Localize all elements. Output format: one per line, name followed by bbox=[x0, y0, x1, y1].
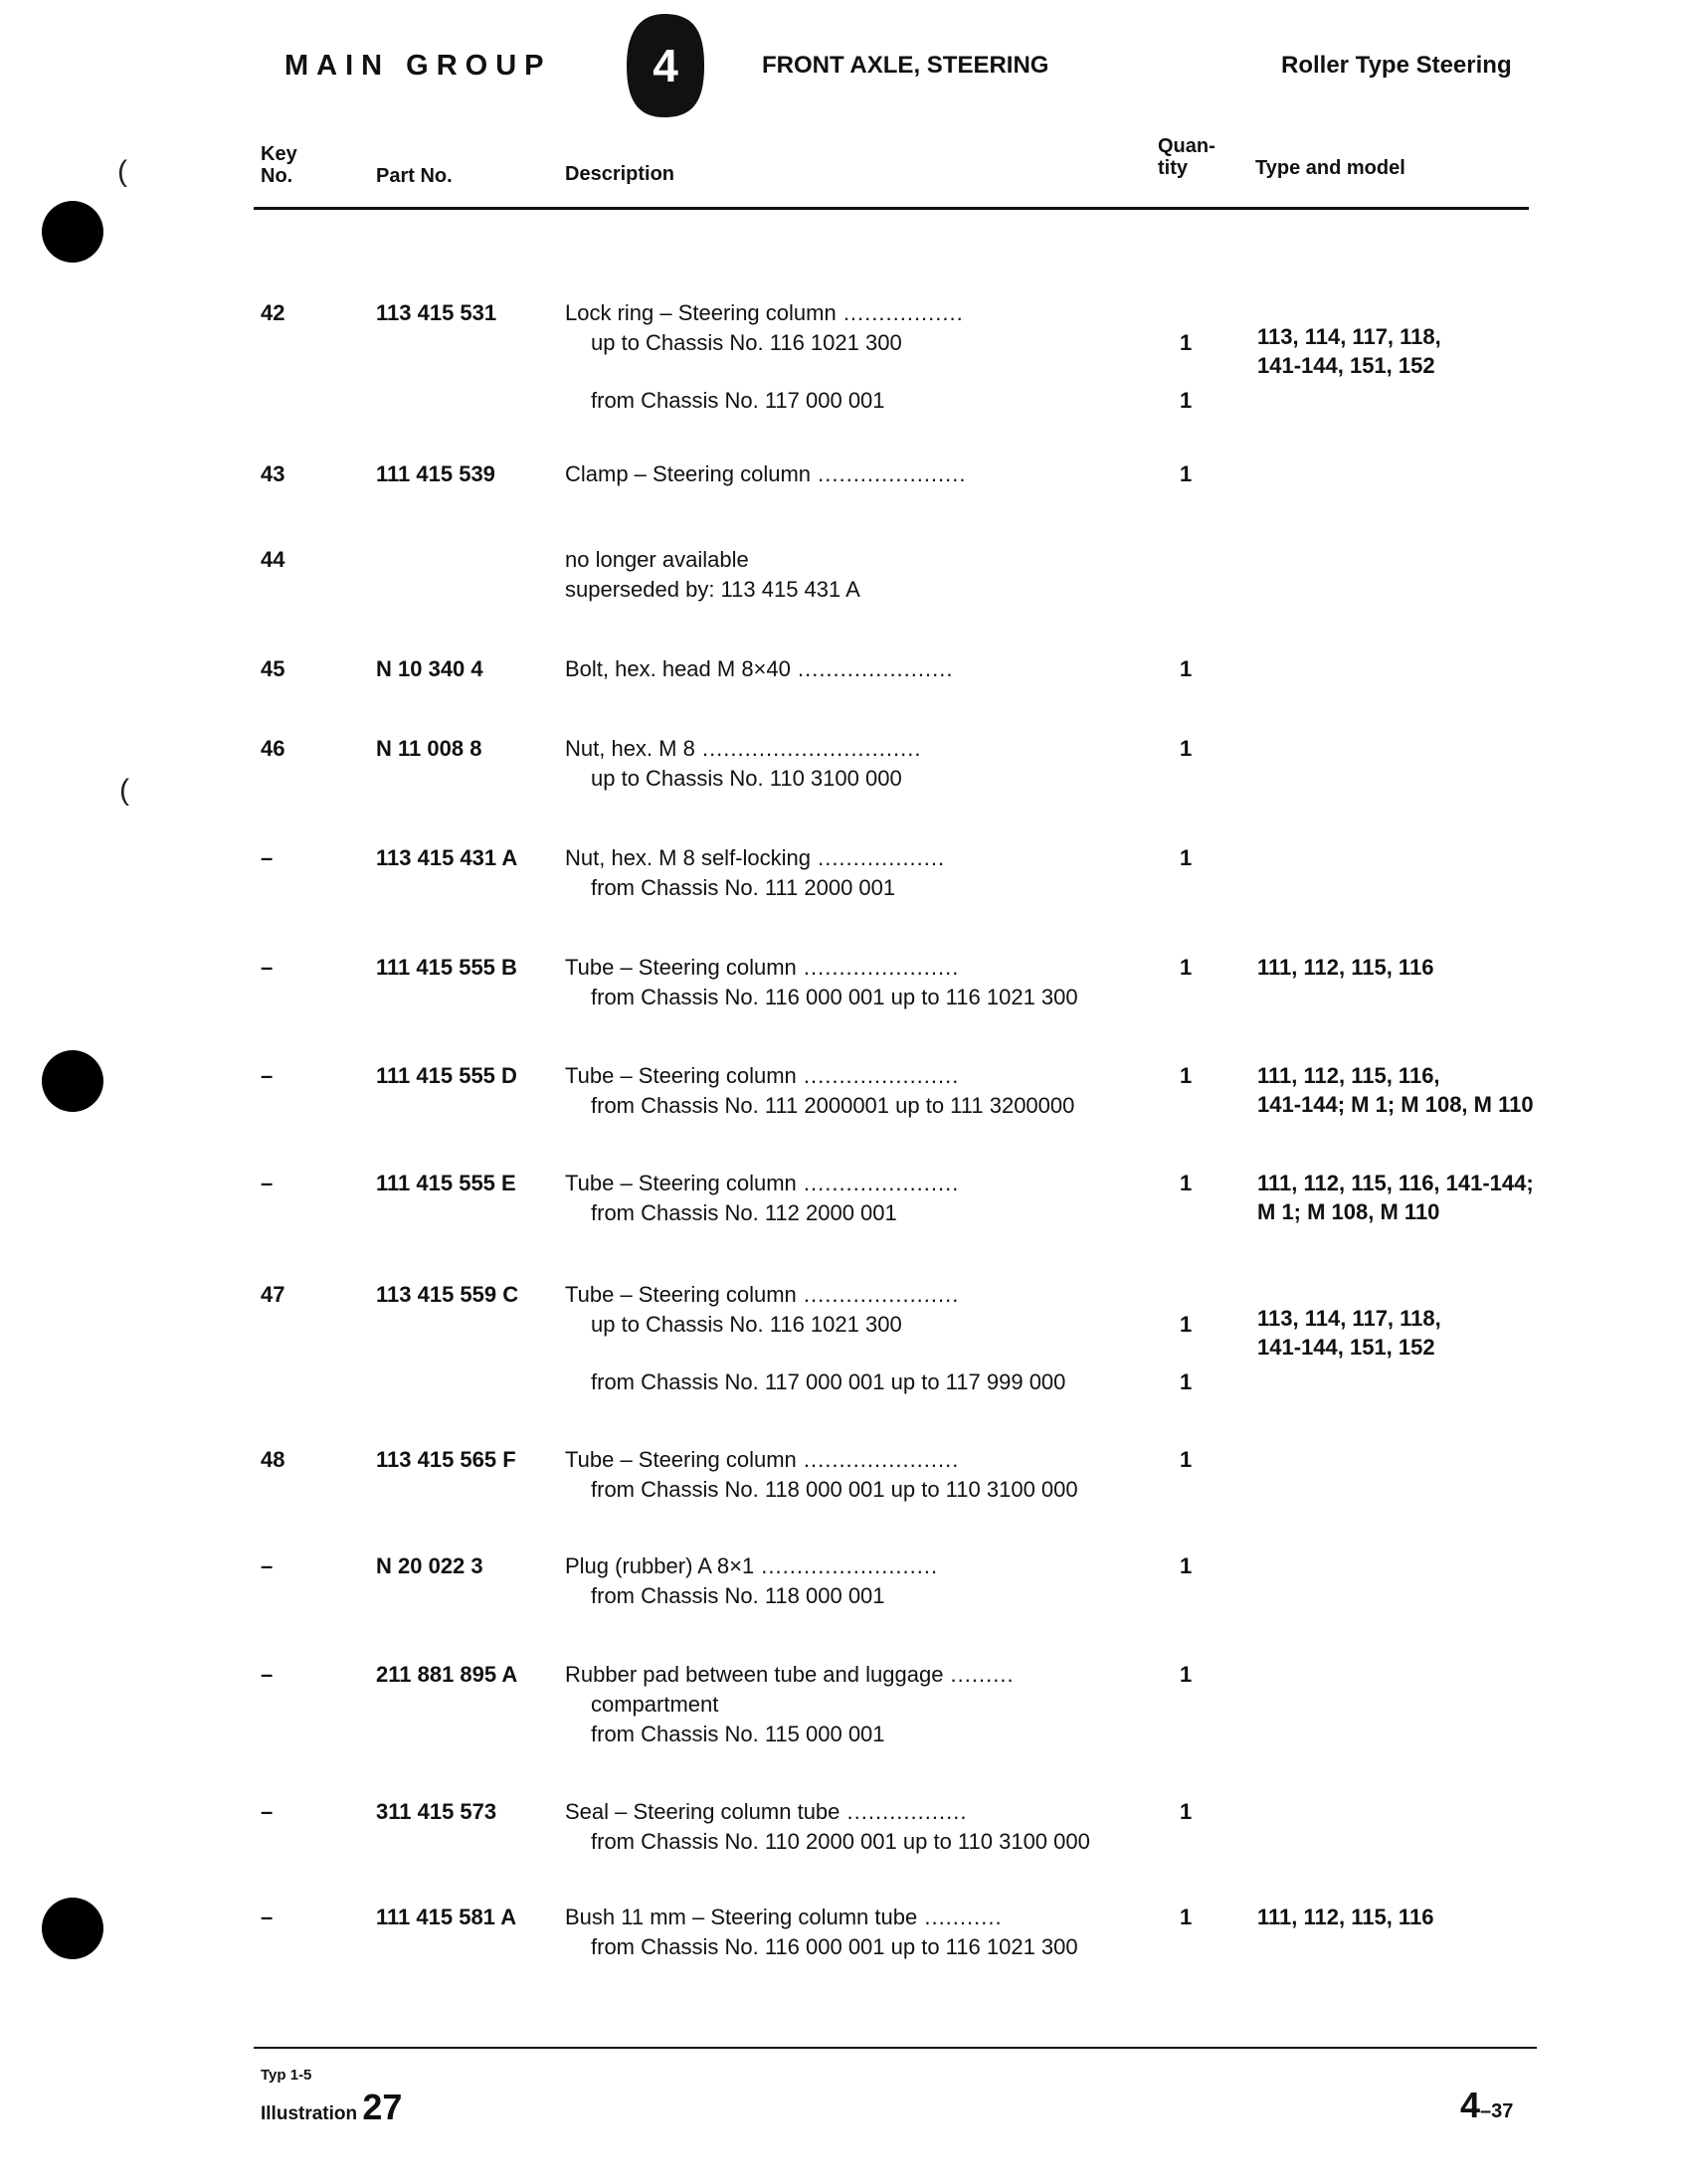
row-quantity: 1 bbox=[1180, 955, 1193, 980]
page-number bbox=[1460, 2085, 1513, 2126]
row-key-number: – bbox=[261, 1171, 274, 1195]
row-sub-line: from Chassis No. 116 000 001 up to 116 1021 300 bbox=[591, 1934, 1078, 1959]
leader-dots: ...................... bbox=[796, 1171, 960, 1195]
row-type-model: 111, 112, 115, 116, bbox=[1257, 1063, 1440, 1088]
row-key-number: – bbox=[261, 1063, 274, 1088]
row-description-text: Nut, hex. M 8 self-locking bbox=[565, 845, 811, 870]
row-sub-line: from Chassis No. 111 2000001 up to 111 3200000 bbox=[591, 1093, 1075, 1118]
row-sub-line: from Chassis No. 117 000 001 bbox=[591, 388, 885, 413]
row-part-number: 111 415 555 D bbox=[376, 1063, 517, 1088]
row-sub-quantity: 1 bbox=[1180, 1312, 1193, 1337]
row-key-number: 48 bbox=[261, 1447, 285, 1472]
row-sub-line: up to Chassis No. 110 3100 000 bbox=[591, 766, 902, 791]
row-type-model: 113, 114, 117, 118, bbox=[1257, 1306, 1441, 1331]
leader-dots: ...................... bbox=[796, 1282, 960, 1307]
row-description-text: Seal – Steering column tube bbox=[565, 1799, 841, 1824]
row-description-text: no longer available bbox=[565, 547, 749, 572]
page-number-sub: –37 bbox=[1480, 2100, 1514, 2122]
row-part-number: N 20 022 3 bbox=[376, 1553, 483, 1578]
row-description-text: Tube – Steering column bbox=[565, 955, 797, 980]
scan-mark: ( bbox=[119, 774, 129, 807]
row-part-number: 111 415 555 B bbox=[376, 955, 517, 980]
leader-dots: ...................... bbox=[796, 1063, 960, 1088]
group-number-badge bbox=[625, 12, 706, 119]
row-type-model: 111, 112, 115, 116 bbox=[1257, 955, 1434, 980]
leader-dots: ......... bbox=[943, 1662, 1015, 1687]
row-key-number: 42 bbox=[261, 300, 285, 325]
section-title: FRONT AXLE, STEERING bbox=[762, 52, 1049, 79]
row-key-number: – bbox=[261, 955, 274, 980]
row-type-model: 141-144, 151, 152 bbox=[1257, 1335, 1435, 1360]
row-description-text: Clamp – Steering column bbox=[565, 461, 812, 486]
row-part-number: N 11 008 8 bbox=[376, 736, 482, 761]
col-type-header: Type and model bbox=[1255, 157, 1405, 179]
row-part-number: 311 415 573 bbox=[376, 1799, 497, 1824]
row-description bbox=[565, 1797, 967, 1826]
footer-illustration bbox=[261, 2087, 402, 2128]
row-key-number: 43 bbox=[261, 461, 285, 486]
footer-typ: Typ 1-5 bbox=[261, 2067, 312, 2084]
row-type-model: 111, 112, 115, 116, 141-144; bbox=[1257, 1171, 1534, 1195]
row-sub-line: compartment bbox=[591, 1692, 719, 1717]
row-sub-line: from Chassis No. 118 000 001 up to 110 3100 000 bbox=[591, 1477, 1078, 1502]
row-description bbox=[565, 545, 749, 574]
group-number: 4 bbox=[653, 40, 678, 91]
main-group-title: MAIN GROUP bbox=[284, 50, 552, 82]
row-description-text: Tube – Steering column bbox=[565, 1063, 797, 1088]
row-quantity: 1 bbox=[1180, 461, 1193, 486]
row-quantity: 1 bbox=[1180, 1171, 1193, 1195]
leader-dots: ..................... bbox=[811, 461, 967, 486]
subsection-title: Roller Type Steering bbox=[1281, 52, 1512, 79]
row-description-text: Tube – Steering column bbox=[565, 1447, 797, 1472]
row-type-model: 113, 114, 117, 118, bbox=[1257, 324, 1441, 349]
col-description-header: Description bbox=[565, 163, 675, 185]
row-quantity: 1 bbox=[1180, 1799, 1193, 1824]
scan-mark: ( bbox=[117, 155, 127, 188]
row-key-number: – bbox=[261, 845, 274, 870]
row-quantity: 1 bbox=[1180, 656, 1193, 681]
leader-dots: ...................... bbox=[790, 656, 954, 681]
col-qty-line2: tity bbox=[1158, 157, 1188, 179]
leader-dots: .................. bbox=[810, 845, 946, 870]
row-sub-line: superseded by: 113 415 431 A bbox=[565, 577, 860, 602]
header-rule bbox=[254, 207, 1529, 210]
row-description-text: Plug (rubber) A 8×1 bbox=[565, 1553, 755, 1578]
row-description bbox=[565, 1280, 959, 1309]
row-sub-line: up to Chassis No. 116 1021 300 bbox=[591, 1312, 902, 1337]
row-sub-line: from Chassis No. 110 2000 001 up to 110 3100 000 bbox=[591, 1829, 1090, 1854]
row-description bbox=[565, 734, 921, 763]
row-part-number: 111 415 539 bbox=[376, 461, 495, 486]
col-part-header: Part No. bbox=[376, 165, 453, 187]
row-description bbox=[565, 1445, 959, 1474]
row-sub-line: from Chassis No. 118 000 001 bbox=[591, 1583, 885, 1608]
row-sub-line: from Chassis No. 116 000 001 up to 116 1021 300 bbox=[591, 985, 1078, 1009]
row-part-number: 113 415 559 C bbox=[376, 1282, 519, 1307]
row-part-number: 111 415 555 E bbox=[376, 1171, 516, 1195]
leader-dots: ............................... bbox=[694, 736, 922, 761]
illustration-label: Illustration bbox=[261, 2103, 358, 2124]
page-number-main: 4 bbox=[1460, 2085, 1481, 2125]
row-description bbox=[565, 1169, 959, 1197]
row-description-text: Nut, hex. M 8 bbox=[565, 736, 695, 761]
row-description bbox=[565, 1551, 938, 1580]
col-key-header bbox=[261, 143, 297, 187]
leader-dots: ...................... bbox=[796, 955, 960, 980]
row-part-number: 111 415 581 A bbox=[376, 1905, 517, 1929]
col-key-line2: No. bbox=[261, 165, 293, 187]
row-part-number: 113 415 565 F bbox=[376, 1447, 516, 1472]
row-type-model: M 1; M 108, M 110 bbox=[1257, 1199, 1440, 1224]
row-quantity: 1 bbox=[1180, 1447, 1193, 1472]
row-key-number: – bbox=[261, 1553, 274, 1578]
row-quantity: 1 bbox=[1180, 736, 1193, 761]
row-description-text: Tube – Steering column bbox=[565, 1282, 797, 1307]
row-sub-quantity: 1 bbox=[1180, 1369, 1193, 1394]
row-description bbox=[565, 654, 953, 683]
col-key-line1: Key bbox=[261, 143, 297, 165]
row-sub-line: from Chassis No. 112 2000 001 bbox=[591, 1200, 897, 1225]
row-part-number: N 10 340 4 bbox=[376, 656, 483, 681]
row-description-text: Rubber pad between tube and luggage bbox=[565, 1662, 944, 1687]
row-key-number: – bbox=[261, 1905, 274, 1929]
footer-rule bbox=[254, 2047, 1537, 2049]
row-part-number: 113 415 431 A bbox=[376, 845, 518, 870]
illustration-number: 27 bbox=[362, 2087, 403, 2127]
leader-dots: ........... bbox=[917, 1905, 1003, 1929]
row-part-number: 113 415 531 bbox=[376, 300, 497, 325]
row-key-number: 44 bbox=[261, 547, 285, 572]
row-description bbox=[565, 1903, 1003, 1931]
row-description-text: Lock ring – Steering column bbox=[565, 300, 837, 325]
col-qty-line1: Quan- bbox=[1158, 135, 1216, 157]
row-description-text: Bolt, hex. head M 8×40 bbox=[565, 656, 791, 681]
row-description bbox=[565, 459, 967, 488]
row-key-number: 46 bbox=[261, 736, 285, 761]
row-type-model: 111, 112, 115, 116 bbox=[1257, 1905, 1434, 1929]
row-sub-line: from Chassis No. 117 000 001 up to 117 999 000 bbox=[591, 1369, 1066, 1394]
row-description-text: Bush 11 mm – Steering column tube bbox=[565, 1905, 918, 1929]
leader-dots: ................. bbox=[840, 1799, 968, 1824]
row-key-number: 47 bbox=[261, 1282, 285, 1307]
leader-dots: ................. bbox=[836, 300, 964, 325]
row-quantity: 1 bbox=[1180, 845, 1193, 870]
row-sub-line: from Chassis No. 115 000 001 bbox=[591, 1722, 885, 1746]
row-description bbox=[565, 298, 964, 327]
row-part-number: 211 881 895 A bbox=[376, 1662, 518, 1687]
row-quantity: 1 bbox=[1180, 1063, 1193, 1088]
row-sub-line: from Chassis No. 111 2000 001 bbox=[591, 875, 896, 900]
row-key-number: – bbox=[261, 1799, 274, 1824]
binder-hole-top bbox=[42, 201, 103, 263]
binder-hole-middle bbox=[42, 1050, 103, 1112]
row-description-text: Tube – Steering column bbox=[565, 1171, 797, 1195]
row-quantity: 1 bbox=[1180, 1905, 1193, 1929]
leader-dots: ...................... bbox=[796, 1447, 960, 1472]
row-sub-quantity: 1 bbox=[1180, 388, 1193, 413]
row-description bbox=[565, 953, 959, 982]
row-key-number: 45 bbox=[261, 656, 285, 681]
row-sub-line: up to Chassis No. 116 1021 300 bbox=[591, 330, 902, 355]
row-type-model: 141-144; M 1; M 108, M 110 bbox=[1257, 1092, 1534, 1117]
row-description bbox=[565, 1061, 959, 1090]
row-quantity: 1 bbox=[1180, 1553, 1193, 1578]
row-key-number: – bbox=[261, 1662, 274, 1687]
row-type-model: 141-144, 151, 152 bbox=[1257, 353, 1435, 378]
row-sub-quantity: 1 bbox=[1180, 330, 1193, 355]
leader-dots: ......................... bbox=[754, 1553, 939, 1578]
row-description bbox=[565, 1660, 1015, 1689]
binder-hole-bottom bbox=[42, 1898, 103, 1959]
col-quantity-header bbox=[1158, 135, 1216, 179]
row-quantity: 1 bbox=[1180, 1662, 1193, 1687]
row-description bbox=[565, 843, 945, 872]
